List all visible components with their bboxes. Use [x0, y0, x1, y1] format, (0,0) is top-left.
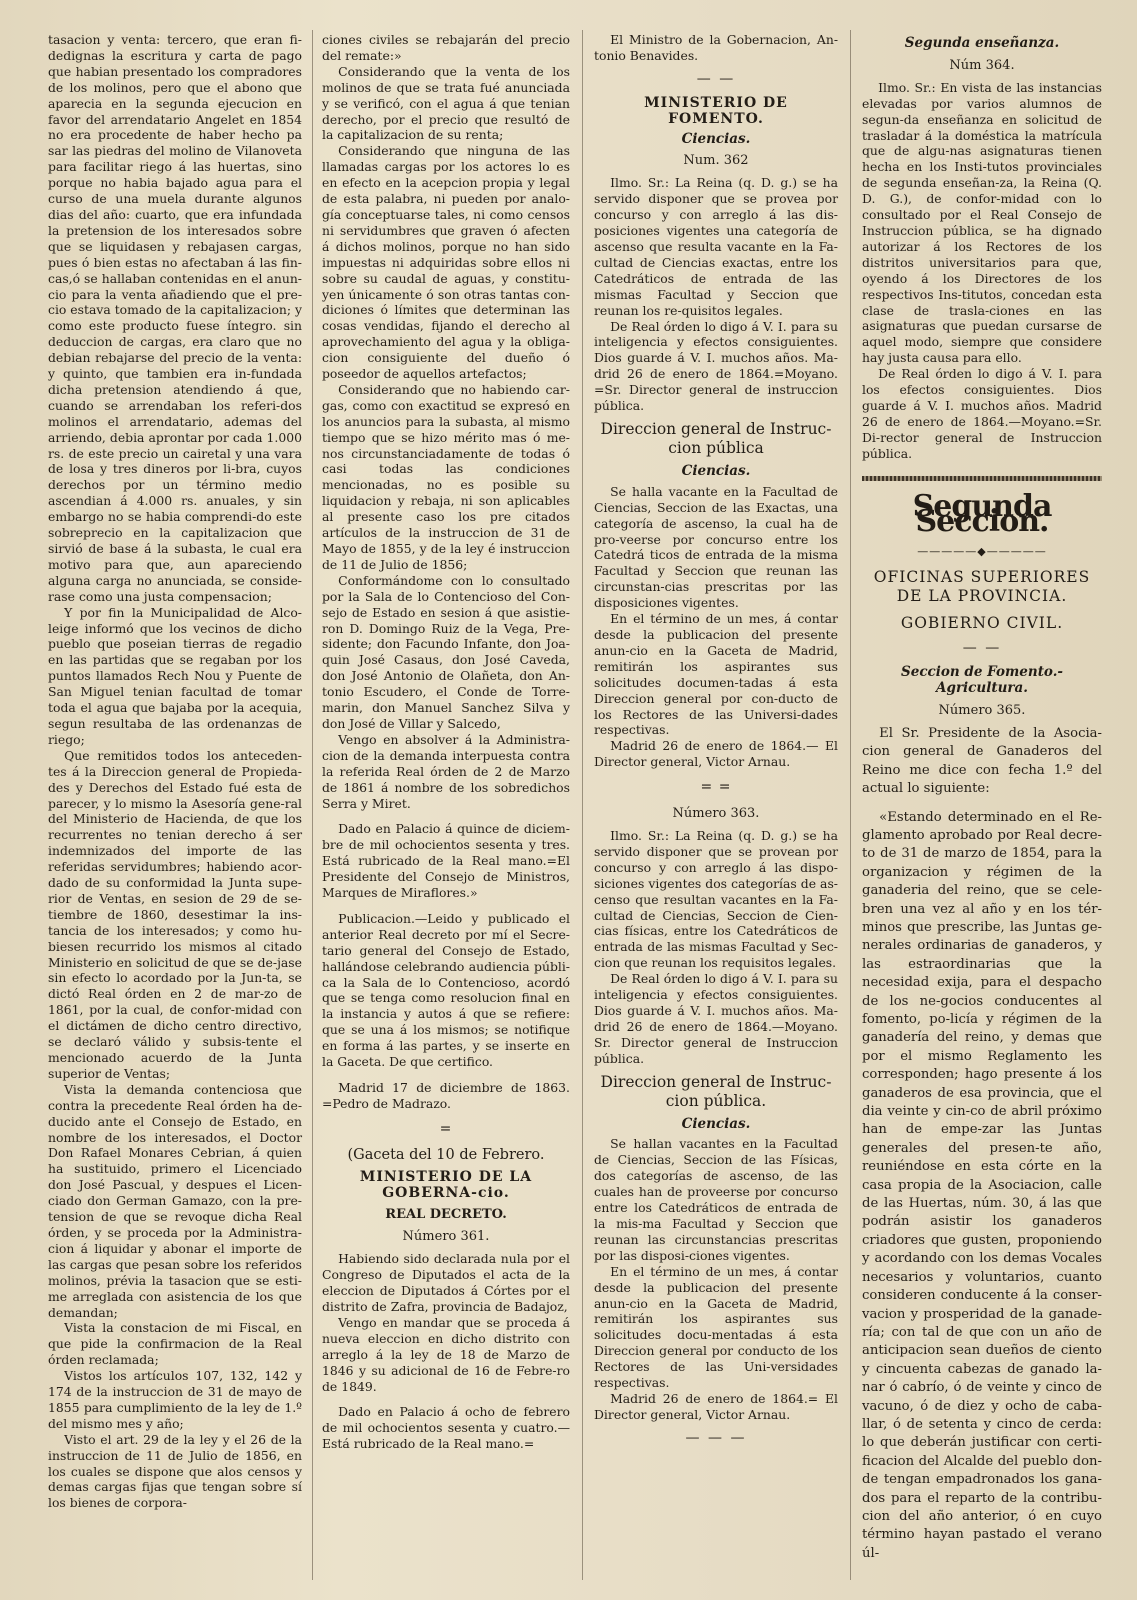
- section-heading: Segunda enseñanza.: [904, 35, 1060, 51]
- paragraph: El Sr. Presidente de la Asocia-cion general de Ganaderos del Reino me dice con fecha 1.º del actual lo siguiente:: [862, 725, 1102, 797]
- gobierno-heading: GOBIERNO CIVIL.: [900, 614, 1064, 633]
- paragraph: En el término de un mes, á contar desde la publicacion del presente anun-cio en la Gaceta de Madrid, remitirán los aspirantes sus solicitudes documen-tadas á esta Direccion general por con-ducto de los Rectores de las Universi-dades respectivas.: [594, 611, 838, 738]
- separator: — — —: [685, 1429, 747, 1446]
- offices-heading: OFICINAS SUPERIORES DE LA PROVINCIA.: [873, 568, 1091, 606]
- paragraph: «Estando determinado en el Re-glamento aprobado por Real decre-to de 31 de marzo de 1854, para la organizacion y régimen de la ganaderia del reino, que se cele-bren una vez al año y en los tér-minos que prescribe, las Juntas ge-nerales ordinarias de ganaderos, y las estraordinarias que la necesidad exija, para el despacho de los ne-gocios conducentes al fomento, po-licía y régimen de la ganadería del reino, y demas que por el mismo Reglamento les corresponden; hago presente á los ganaderos de esa provincia, que el dia veinte y cin-co de abril próximo han de empe-zar las Juntas generales del presen-te año, reuniéndose en esta córte en la casa propia de la Asociacion, calle de las Huertas, núm. 30, á las que podrán asistir los ganaderos criadores que gusten, proponiendo y acordando con los demas Vocales necesarios y voluntarios, cuanto consideren conducente á la conser-vacion y prosperidad de la ganade-ría; con tal de que con un año de anticipacion sean dueños de ciento y cincuenta cabezas de ganado la-nar ó cabrío, ó de veinte y cinco de vacuno, ó de diez y ocho de caba-llar, ó de setenta y cinco de cerda: lo que deberán justificar con certi-ficacion del Alcalde del pueblo don-de tengan empadronados los gana-dos para el reparto de la contribu-cion del año anterior, ó en cuyo término hayan pastado el verano úl-: [862, 809, 1102, 1561]
- paragraph: Vista la demanda contenciosa que contra la precedente Real órden ha de-ducido ante el Consejo de Estado, en nombre de los interesados, el Doctor Don Rafael Monares Cebrian, á quien ha sustituido, primero el Licenciado don José Pascual, y despues el Licen-ciado don German Gamazo, con la pre-tension de que se revoque dicha Real órden, y se proceda por la Administra-cion á liquidar y abonar el importe de las cargas que pesan sobre los referidos molinos, prévia la tasacion que se esti-me arreglada con asistencia de los que demandan;: [48, 1081, 302, 1320]
- paragraph: Considerando que ninguna de las llamadas cargas por los actores lo es en efecto en la acepcion propia y legal de esta palabra, ni pueden por analo-gía conceptuarse tales, ni como censos ni servidumbres que graven ó afecten á dichos molinos, porque no han sido impuestas ni adquiridas sobre ellos ni sobre su caudal de aguas, y constitu-yen únicamente ó son otras tantas con-diciones ó límites que determinan las cosas vendidas, fijando el derecho al aprovechamiento del agua y la obliga-cion consiguiente del dueño ó poseedor de aquellos artefactos;: [322, 143, 570, 382]
- section-heading: Seccion de Fomento.-Agricultura.: [901, 664, 1063, 697]
- paragraph: Se halla vacante en la Facultad de Ciencias, Seccion de las Exactas, una categoría de ascenso, la cual ha de pro-veerse por concurso entre los Catedrá ticos de entrada de la misma Facultad y Seccion que reunan las circunstan-cias prescritas por las disposiciones vigentes.: [594, 483, 838, 611]
- signature: Madrid 26 de enero de 1864.— El Director general, Victor Arnau.: [594, 738, 838, 770]
- section-heading: Ciencias.: [681, 462, 751, 479]
- column-1: [48, 32, 302, 1511]
- paragraph: De Real órden lo digo á V. I. para los efectos consiguientes. Dios guarde á V. I. muchos años. Madrid 26 de enero de 1864.—Moyano.=Sr. Di-rector general de Instruccion pública.: [862, 366, 1102, 461]
- column-rule: [582, 30, 583, 1580]
- number-heading: Número 363.: [672, 806, 760, 822]
- paragraph: En el término de un mes, á contar desde la publicacion del presente anun-cio en la Gaceta de Madrid, remitirán los aspirantes sus solicitudes docu-mentadas á esta Direccion general por conducto de los Rectores de las Uni-versidades respectivas.: [594, 1263, 838, 1391]
- column-rule: [850, 30, 851, 1580]
- paragraph: De Real órden lo digo á V. I. para su inteligencia y efectos consiguientes. Dios guarde á V. I. muchos años. Ma-drid 26 de enero de 1864.—Moyano. Sr. Director general de Instruccion pública.: [594, 971, 838, 1066]
- paragraph: Visto el art. 29 de la ley y el 26 de la instruccion de 11 de Julio de 1856, en los cuales se dispone que alos censos y demas cargas fijas que tengan sobre sí los bienes de corpora-: [48, 1431, 302, 1511]
- real-decreto-heading: REAL DECRETO.: [385, 1207, 507, 1223]
- direction-heading: Direccion general de Instruc-cion pública: [600, 419, 832, 457]
- separator: =: [439, 1120, 453, 1137]
- ministry-heading: MINISTERIO DE FOMENTO.: [644, 94, 788, 127]
- publicacion-paragraph: Publicacion.—Leido y publicado el anterior Real decreto por mí el Secre-tario general del Consejo de Estado, hallándose celebrando audiencia públi-ca la Sala de lo Contencioso, acordó que se tenga como resolucion final en la instancia y autos á que se refiere: que se una á los mismos; se notifique en forma á las partes, y se inserte en la Gaceta. De que certifico.: [322, 910, 570, 1070]
- paragraph: Vistos los artículos 107, 132, 142 y 174 de la instruccion de 31 de mayo de 1855 para cumplimiento de la ley de 1.º del mismo mes y año;: [48, 1368, 302, 1431]
- number-heading: Num. 362: [683, 153, 749, 169]
- gaceta-note: (Gaceta del 10 de Febrero.: [347, 1146, 545, 1163]
- paragraph: tasacion y venta: tercero, que eran fi-dedignas la escritura y carta de pago que habian presentado los compradores de los molinos, pero que el abono que aparecia en la segunda ejecucion en favor del arrendatario Angelet en 1854 no era procedente de haber hecho pa sar las piedras del molino de Vilanoveta para facilitar riego á las huertas, sino porque no habia bajado agua para el curso de una muela durante algunos dias del año: cuarto, que era infundada la pretension de los interesados sobre que se liquidasen y rebajasen cargas, pues ó bien estas no afectaban á las fin-cas,ó se hallaban contenidas en el anun-cio para la venta añadiendo que el pre-cio estava tomado de la capitalizacion; y como este producto fuese íntegro. sin deduccion de cargas, era claro que no debian rebajarse del precio de la venta: y quinto, que tambien era in-fundada dicha pretension atendiendo á que, cuando se arrendaban los referi-dos molinos el arrendatario, ademas del arriendo, debia aprontar por cada 1.000 rs. de este precio un cairetal y una vara de losa y tres dineros por li-bra, cuyos derechos por un término medio ascendian á 4.000 rs. anuales, y sin embargo no se habia comprendi-do este sobreprecio en la capitalizacion que sirvió de base á la subasta, le cual era motivo para que, aun apareciendo alguna carga no anunciada, se conside-rase como una justa compensacion;: [48, 32, 302, 604]
- paragraph: De Real órden lo digo á V. I. para su inteligencia y efectos consiguientes. Dios guarde á V. I. muchos años. Ma-drid 26 de enero de 1864.=Moyano. =Sr. Director general de instruccion pública.: [594, 318, 838, 414]
- paragraph: Ilmo. Sr.: En vista de las instancias elevadas por varios alumnos de segun-da enseñanza en solicitud de trasladar á la doméstica la matrícula que de algu-nas asignaturas tienen hecha en los Insti-tutos provinciales de segunda enseñan-za, la Reina (Q. D. G.), de confor-midad con lo consultado por el Real Consejo de Instruccion pública, se ha dignado autorizar á los Rectores de los distritos universitarios para que, oyendo á los Directores de los respectivos Ins-titutos, concedan esta clase de trasla-ciones en las asignaturas que puedan cursarse de aquel modo, siempre que considere hay justa causa para ello.: [862, 79, 1102, 366]
- paragraph: Considerando que la venta de los molinos de que se trata fué anunciada y se verificó, con el agua á que tenian derecho, por el precio que resultó de la capitalizacion de su renta;: [322, 63, 570, 143]
- separator: = =: [700, 779, 732, 796]
- dado-signature: Dado en Palacio á ocho de febrero de mil ochocientos sesenta y cuatro.— Está rubricado de la Real mano.=: [322, 1404, 570, 1452]
- ornamental-band: [862, 476, 1102, 481]
- paragraph: Y por fin la Municipalidad de Alco-leige informó que los vecinos de dicho pueblo que poseian tierras de regadio en las partidas que se regaban por los puntos llamados Rech Nou y Puente de San Miguel tenian facultad de tomar toda el agua que bajaba por la acequia, segun resultaba de las ordenanzas de riego;: [48, 604, 302, 747]
- signature: El Ministro de la Gobernacion, An-tonio Benavides.: [594, 32, 838, 63]
- number-heading: Núm 364.: [949, 57, 1015, 73]
- separator: — —: [962, 640, 1002, 657]
- column-rule: [312, 30, 313, 1580]
- paragraph: Considerando que no habiendo car-gas, como con exactitud se expresó en los anuncios para la subasta, al mismo tiempo que se hizo mérito mas ó me-nos circunstanciadamente de todas ó casi todas las condiciones mencionadas, no es posible su liquidacion y rebaja, ni son aplicables al presente caso los pre citados artículos de la instruccion de 31 de Mayo de 1855, y de la ley é instruccion de 11 de Julio de 1856;: [322, 381, 570, 572]
- section-heading: Ciencias.: [681, 130, 751, 147]
- paragraph: Vengo en mandar que se proceda á nueva eleccion en dicho distrito con arreglo á la ley de 18 de Marzo de 1846 y su adicional de 16 de Febre-ro de 1849.: [322, 1314, 570, 1394]
- paragraph: Que remitidos todos los anteceden-tes á la Direccion general de Propieda-des y Derechos del Estado fué esta de parecer, y lo mismo la Asesoría gene-ral del Ministerio de Hacienda, de que los recurrentes no tenian derecho á ser indemnizados del importe de las referidas servidumbres; habiendo acor-dado de su conformidad la Junta supe-rior de Ventas, en sesion de 29 de se-tiembre de 1860, desestimar la ins-tancia de los interesados; y como hu-biesen recurrido los mismos al citado Ministerio en solicitud de que se de-jase sin efecto lo acordado por la Jun-ta, se dictó Real órden en 2 de mar-zo de 1861, por la cual, de confor-midad con el dictámen de dicho centro directivo, se declaró válido y subsis-tente el mencionado acuerdo de la Junta superior de Ventas;: [48, 747, 302, 1081]
- number-heading: Número 365.: [938, 703, 1026, 718]
- paragraph: Ilmo. Sr.: La Reina (q. D. g.) se ha servido disponer que se provean por concurso y con arreglo á las dispo-siciones vigentes dos categorías de as-censo que resultan vacantes en la Fa-cultad de Ciencias, Seccion de Cien-cias físicas, entre los Catedráticos de entrada de las mismas Facultad y Sec-cion que reunan los requisitos legales.: [594, 827, 838, 971]
- paragraph: Habiendo sido declarada nula por el Congreso de Diputados el acta de la eleccion de Diputados á Córtes por el distrito de Zafra, provincia de Badajoz,: [322, 1251, 570, 1314]
- column-2: [322, 32, 570, 1452]
- paragraph: Ilmo. Sr.: La Reina (q. D. g.) se ha servido disponer que se provea por concurso y con arreglo á las dis-posiciones vigentes una categoría de ascenso que resulta vacante en la Fa-cultad de Ciencias exactas, entre los Catedráticos de entrada de las mismas Facultad y Seccion que reunan los re-quisitos legales.: [594, 175, 838, 318]
- paragraph: Se hallan vacantes en la Facultad de Ciencias, Seccion de las Físicas, dos categorías de ascenso, de las cuales han de proveerse por concurso entre los Catedráticos de entrada de la mis-ma Facultad y Seccion que reunan las circunstancias prescritas por las disposi-ciones vigentes.: [594, 1136, 838, 1263]
- dado-signature: Dado en Palacio á quince de diciem-bre de mil ochocientos sesenta y tres. Está rubricado de la Real mano.=El Presidente del Consejo de Ministros, Marques de Miraflores.»: [322, 821, 570, 901]
- direction-heading: Direccion general de Instruc-cion pública.: [600, 1072, 832, 1110]
- paragraph: Vengo en absolver á la Administra-cion de la demanda interpuesta contra la referida Real órden de 2 de Marzo de 1861 á nombre de los sobredichos Serra y Miret.: [322, 731, 570, 811]
- section-heading: Ciencias.: [681, 1115, 751, 1132]
- column-4: [862, 32, 1102, 1563]
- segunda-seccion-heading: Segunda Seccion.: [912, 488, 1052, 540]
- paragraph: Vista la constacion de mi Fiscal, en que pide la confirmacion de la Real órden reclamada;: [48, 1320, 302, 1368]
- column-3: [594, 32, 838, 1455]
- ministry-heading: MINISTERIO DE LA GOBERNA-cio.: [359, 1168, 533, 1201]
- madrid-signature: Madrid 17 de diciembre de 1863. =Pedro de Madrazo.: [322, 1080, 570, 1111]
- number-heading: Número 361.: [402, 1229, 490, 1245]
- separator: — —: [696, 70, 736, 87]
- paragraph: Conformándome con lo consultado por la Sala de lo Contencioso del Con-sejo de Estado en sesion á que asistie-ron D. Domingo Ruiz de la Vega, Pre-sidente; don Facundo Infante, don Joa-quin José Casaus, don José Caveda, don José Antonio de Olañeta, don An-tonio Escudero, el Conde de Torre-marin, don Manuel Sanchez Silva y don José de Villar y Salcedo,: [322, 572, 570, 731]
- signature: Madrid 26 de enero de 1864.= El Director general, Victor Arnau.: [594, 1390, 838, 1422]
- ornament-divider: —————◆—————: [917, 545, 1047, 559]
- paragraph: ciones civiles se rebajarán del precio del remate:»: [322, 32, 570, 63]
